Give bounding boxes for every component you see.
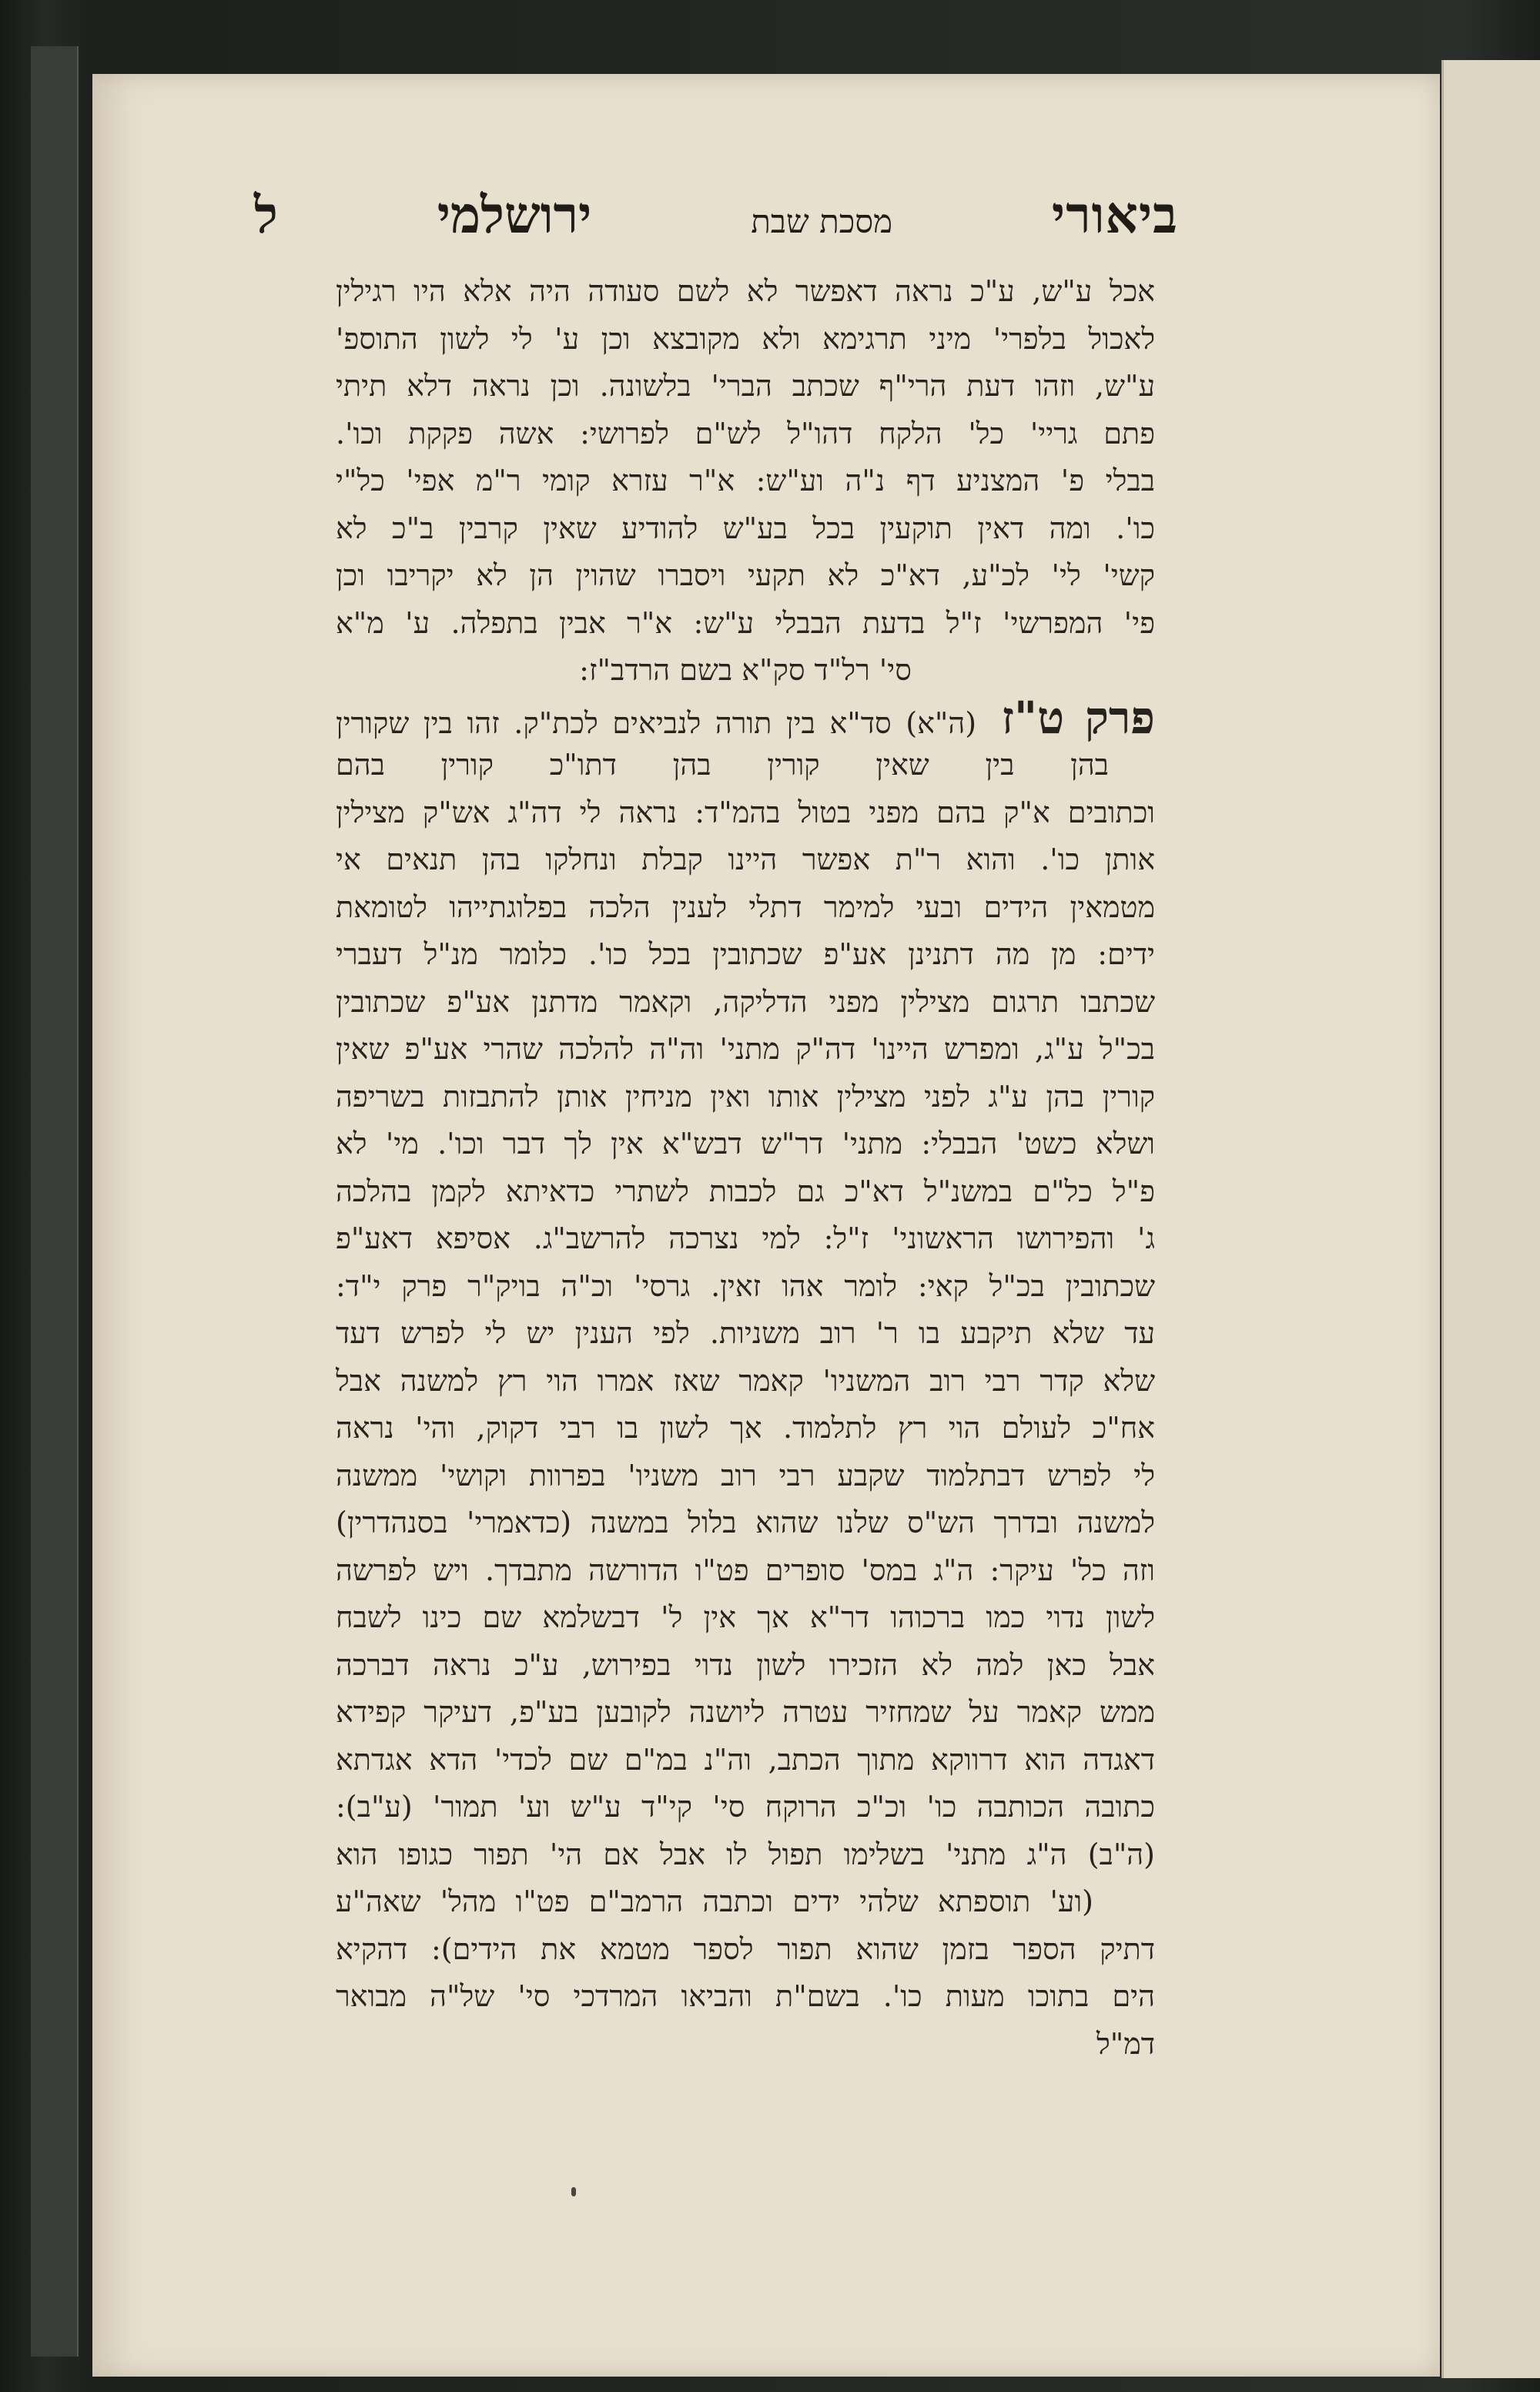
text-line: ידים: מן מה דתנינן אע"פ שכתובין בכל כו'. כלומר מנ"ל דעברי <box>336 937 1155 971</box>
paragraph-2 <box>336 742 1155 2068</box>
text-line: לי לפרש דבתלמוד שקבע רבי רוב משניו' בפרוות וקושי' ממשנה <box>336 1458 1155 1492</box>
header-title-beurei: ביאורי <box>1051 185 1178 245</box>
text-line: (ה"ב) ה"ג מתני' בשלימו תפול לו אבל אם הי' תפור כגופו הוא <box>336 1837 1155 1871</box>
page-speck <box>571 2187 576 2196</box>
text-line: פי' המפרשי' ז"ל בדעת הבבלי ע"ש: א"ר אבין בתפלה. ע' מ"א <box>336 605 1155 640</box>
text-line: וכתובים א"ק בהם מפני בטול בהמ"ד: נראה לי דה"ג אש"ק מצילין <box>336 795 1155 829</box>
text-line: בהן בין שאין קורין בהן דתו"כ קורין בהם <box>336 748 1109 782</box>
text-line: (וע' תוספתא שלהי ידים וכתבה הרמב"ם פט"ו מהל' שאה"ע <box>336 1884 1093 1918</box>
text-line: שלא קדר רבי רוב המשניו' קאמר שאז אמרו הוי רץ למשנה אבל <box>336 1363 1155 1398</box>
text-line: קשי' לי' לכ"ע, דא"כ לא תקעי ויסברו שהוין הן לא יקריבו וכן <box>336 558 1155 592</box>
text-line: כו'. ומה דאין תוקעין בכל בע"ש להודיע שאין קרבין ב"כ לא <box>336 511 1155 545</box>
text-line: אכל ע"ש, ע"כ נראה דאפשר לא לשם סעודה היה אלא היו רגילין <box>336 274 1155 308</box>
text-line: אח"כ לעולם הוי רץ לתלמוד. אך לשון בו רבי דקוק, והי' נראה <box>336 1411 1155 1445</box>
chapter-start-line <box>336 695 1155 742</box>
text-line: שכתבו תרגום מצילין מפני הדליקה, וקאמר מדתנן אע"פ שכתובין <box>336 984 1155 1019</box>
text-line: פ"ל כל"ם במשנ"ל דא"כ גם לכבות לשתרי כדאיתא לקמן בהלכה <box>336 1174 1155 1208</box>
text-line: דמ"ל <box>1096 2026 1155 2061</box>
text-line: לשון נדוי כמו ברכוהו דר"א אך אין ל' דבשלמא שם כינו לשבח <box>336 1600 1155 1634</box>
page-folio-number: ל <box>254 185 278 245</box>
text-line: לאכול בלפרי' מיני תרגימא ולא מקובצא וכן ע' לי לשון התוספ' <box>336 321 1155 356</box>
text-line: מטמאין הידים ובעי למימר דתלי לענין הלכה בפלוגתייהו לטומאת <box>336 889 1155 924</box>
text-line: דתיק הספר בזמן שהוא תפור לספר מטמא את הידים): דהקיא <box>336 1931 1155 1966</box>
text-line: שכתובין בכ"ל קאי: לומר אהו זאין. גרסי' וכ"ה בויק"ר פרק י"ד: <box>336 1268 1155 1303</box>
text-line: וזה כל' עיקר: ה"ג במס' סופרים פט"ו הדורשה מתבדך. ויש לפרשה <box>336 1553 1155 1587</box>
text-line: הים בתוכו מעות כו'. בשם"ת והביאו המרדכי סי' של"ה מבואר <box>336 1979 1155 2013</box>
chapter-heading: פרק ט"ז <box>1001 694 1155 742</box>
text-line: עד שלא תיקבע בו ר' רוב משניות. לפי הענין יש לי לפרש דעד <box>336 1316 1155 1350</box>
text-line: בכ"ל ע"ג, ומפרש היינו' דה"ק מתני' וה"ה להלכה שהרי אע"פ שאין <box>336 1032 1155 1066</box>
text-line: ושלא כשט' הבבלי: מתני' דר"ש דבש"א אין לך דבר וכו'. מי' לא <box>336 1127 1155 1161</box>
text-line: סי' רל"ד סק"א בשם הרדב"ז: <box>579 653 912 687</box>
running-header <box>254 185 1178 254</box>
commentary-text <box>336 268 1155 2068</box>
text-line: אותן כו'. והוא ר"ת אפשר היינו קבלת ונחלקו בהן תנאים אי <box>336 843 1155 876</box>
book-cover-edge <box>31 46 79 2357</box>
text-line: בבלי פ' המצניע דף נ"ה וע"ש: א"ר עזרא קומי ר"מ אפי' כל"י <box>336 464 1155 497</box>
text-line: ע"ש, וזהו דעת הרי"ף שכתב הברי' בלשונה. וכן נראה דלא תיתי <box>336 369 1155 403</box>
header-tractate: מסכת שבת <box>751 203 893 240</box>
paragraph-1 <box>336 268 1155 695</box>
text-line: אבל כאן למה לא הזכירו לשון נדוי בפירוש, ע"כ נראה דברכה <box>336 1647 1155 1682</box>
header-title-yerushalmi: ירושלמי <box>437 185 592 245</box>
chapter-first-line: (ה"א) סד"א בין תורה לנביאים לכת"ק. זהו בין שקורין <box>336 705 977 740</box>
facing-page-edge <box>1441 60 1540 2378</box>
text-line: קורין בהן ע"ג לפני מצילין אותו ואין מניחין אותן להתבזות בשריפה <box>336 1079 1155 1114</box>
text-line: למשנה ובדרך הש"ס שלנו שהוא בלול במשנה (כדאמרי' בסנהדרין) <box>336 1506 1155 1539</box>
text-line: דאגדה הוא דרווקא מתוך הכתב, וה"נ במ"ם שם לכדי' הדא אגדתא <box>336 1742 1155 1777</box>
text-line: כתובה הכותבה כו' וכ"כ הרוקח סי' קי"ד ע"ש וע' תמור' (ע"ב): <box>336 1790 1155 1824</box>
text-line: פתם גריי' כל' הלקח דהו"ל לש"ם לפרושי: אשה פקקת וכו'. <box>336 416 1155 451</box>
text-line: ג' והפירושו הראשוני' ז"ל: למי נצרכה להרשב"ג. אסיפא דאע"פ <box>336 1221 1155 1255</box>
text-line: ממש קאמר על שמחזיר עטרה ליושנה לקובען בע"פ, דעיקר קפידא <box>336 1695 1155 1729</box>
